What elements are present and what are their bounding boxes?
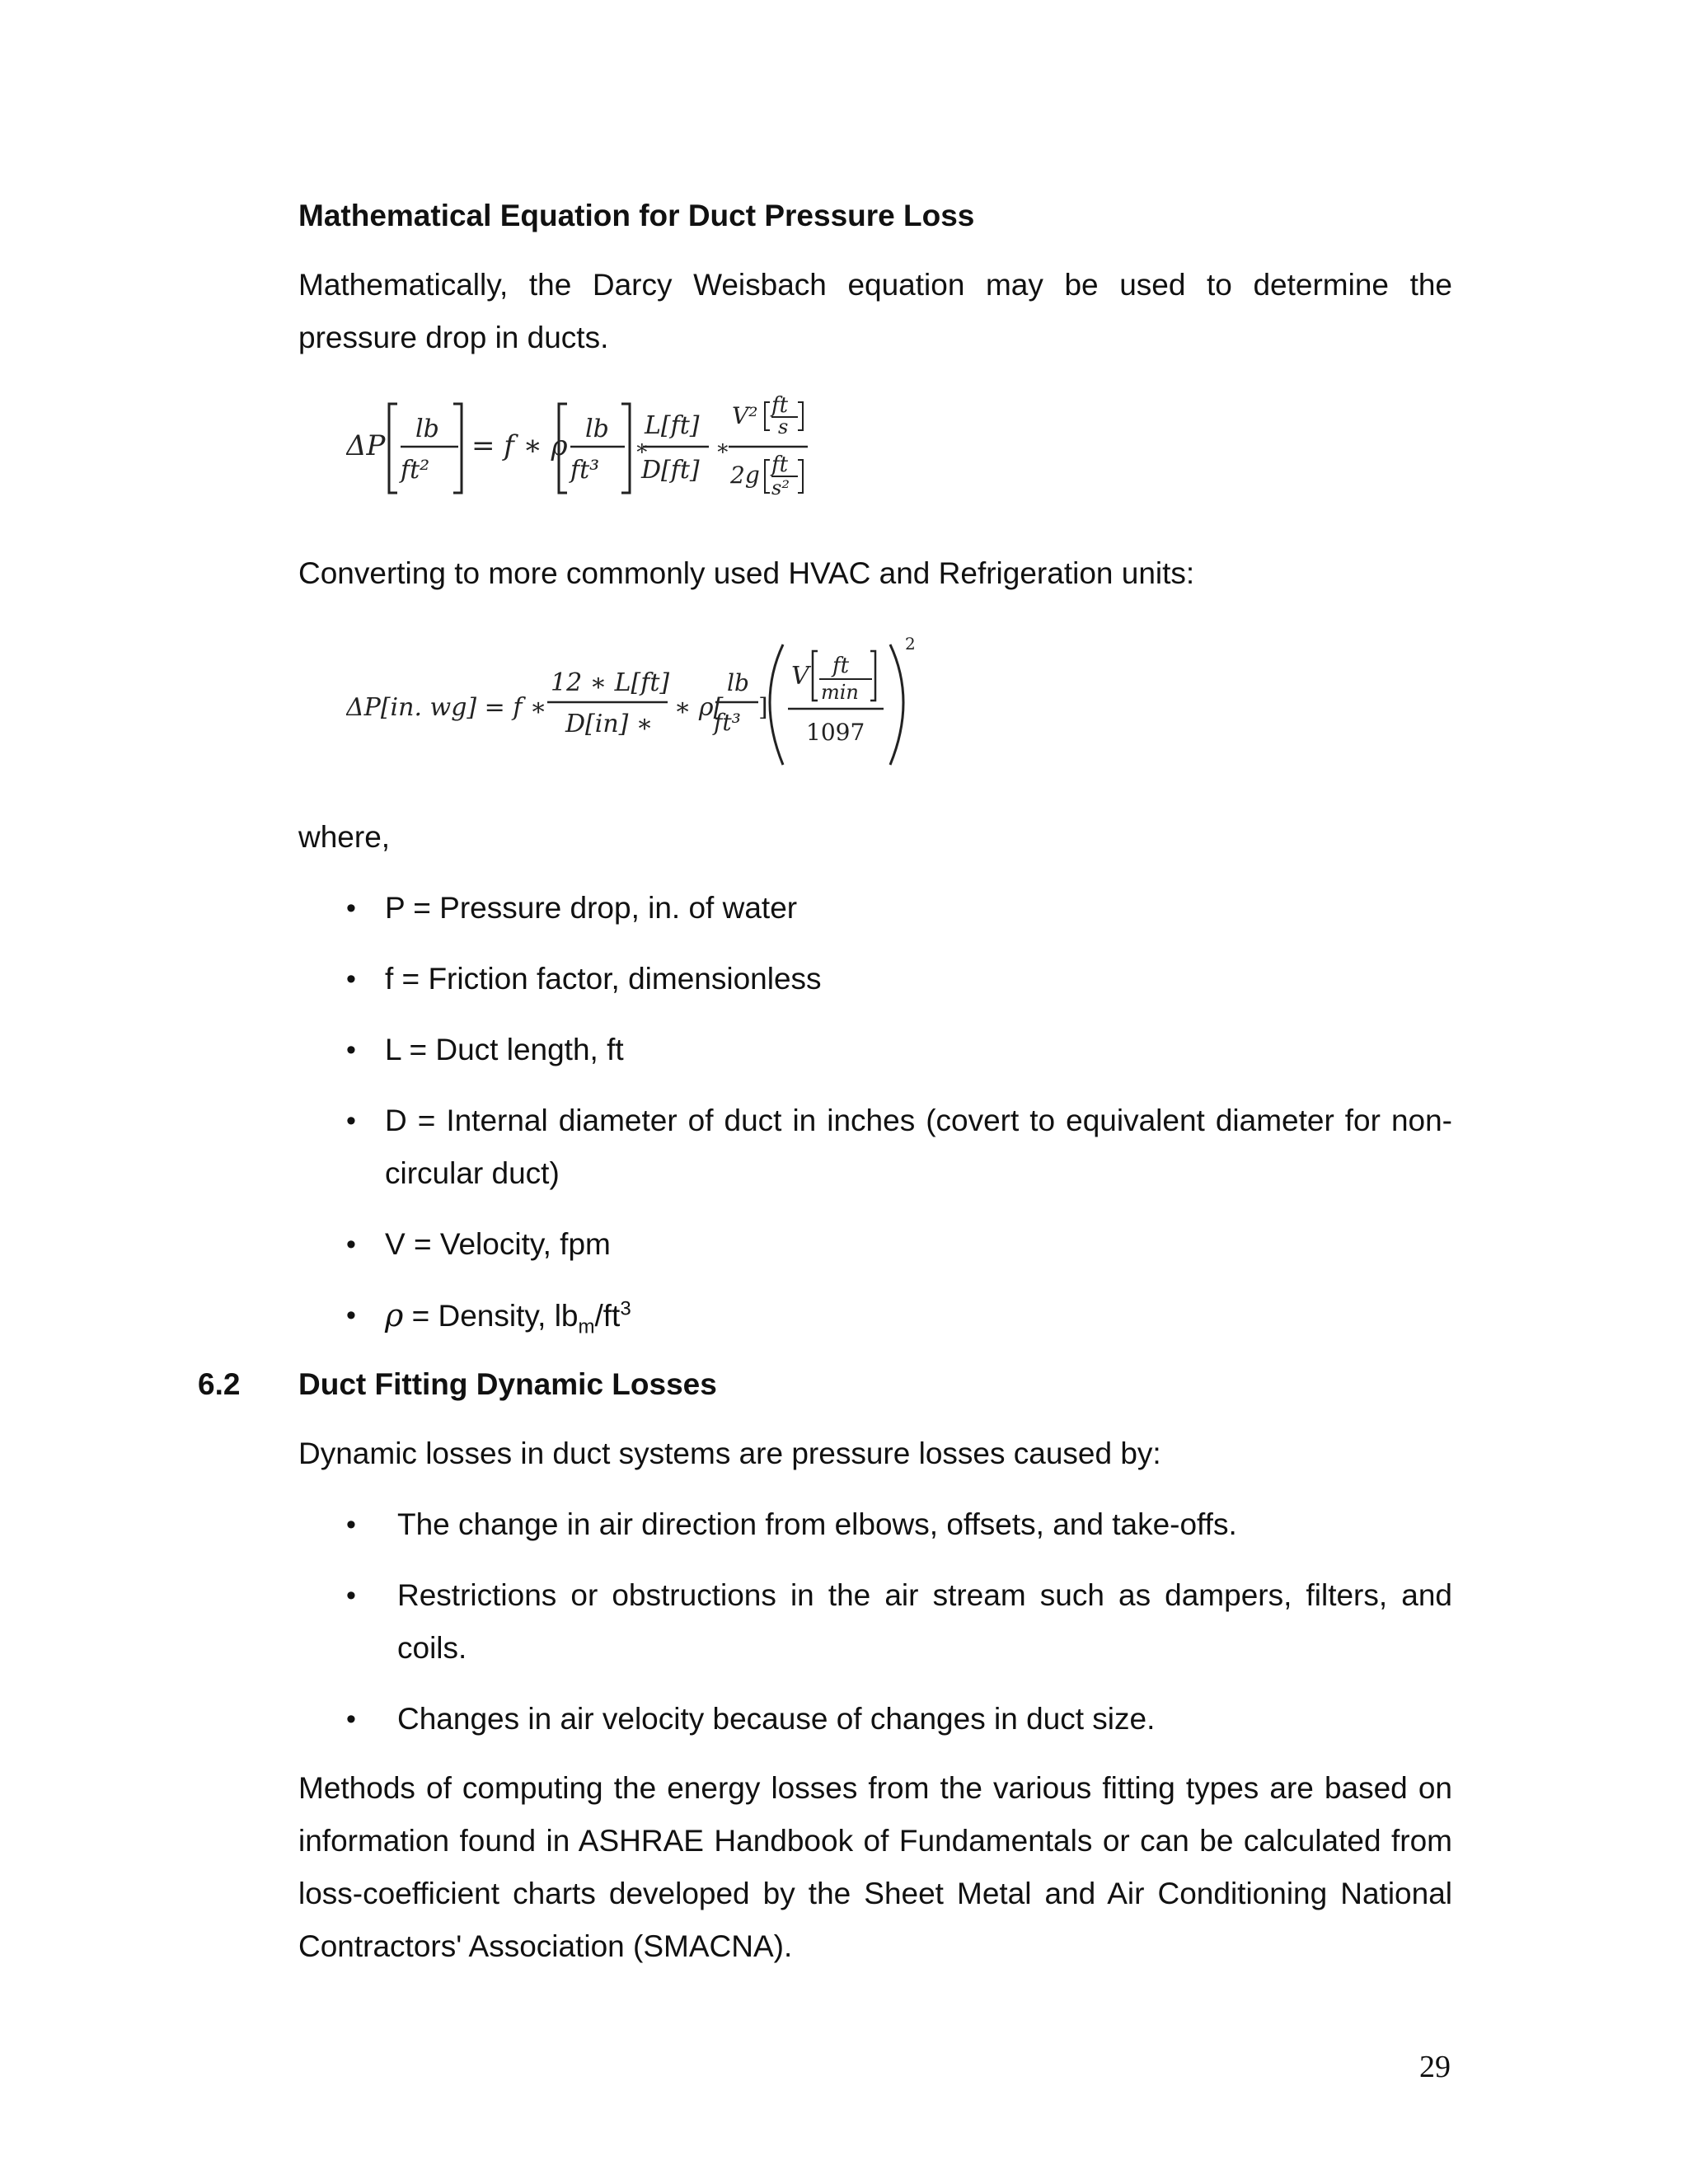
eq1-ft-num: ft [771, 393, 789, 418]
eq2-rho: ∗ ρ[ [674, 693, 724, 722]
bullet-icon: • [346, 893, 356, 924]
cause-item: The change in air direction from elbows, offsets, and take-offs. [397, 1507, 1237, 1541]
section-heading: Mathematical Equation for Duct Pressure Loss [298, 199, 975, 232]
definition-item: f = Friction factor, dimensionless [385, 962, 822, 996]
eq1-V2: V² [732, 402, 758, 429]
eq1-ft3: ft³ [570, 456, 600, 485]
definition-item: P = Pressure drop, in. of water [385, 891, 798, 925]
eq1-Lft: L[ft] [645, 411, 700, 440]
where-label: where, [298, 820, 391, 854]
methods-paragraph: Methods of computing the energy losses from the various fitting types are based on information found in ASHRAE Handbook of Fundamentals or can be calculated from loss-coefficient charts developed by the Sheet Metal and Air Conditioning National Contractors' Association (SMACNA). [298, 1771, 1452, 1963]
cause-item: Changes in air velocity because of changes in duct size. [397, 1702, 1156, 1736]
eq1-lb-num: lb [415, 415, 439, 443]
eq2-ft: ft [832, 654, 850, 678]
page-number: 29 [1419, 2050, 1451, 2084]
eq2-min: min [821, 681, 859, 704]
eq1-ft2: ft² [401, 456, 430, 485]
eq1-ft-den: ft [771, 452, 789, 477]
eq1-2g: 2g [730, 462, 760, 489]
eq1-f-rho: = f ∗ ρ [471, 429, 568, 462]
eq2-ft3: ft³ [714, 709, 741, 736]
definition-item: D = Internal diameter of duct in inches (covert to equivalent diameter for non-circular duct) [385, 1104, 1452, 1190]
bullet-icon: • [346, 1105, 356, 1137]
bullet-icon: • [346, 1580, 356, 1611]
eq1-delta-p: ΔP [346, 429, 386, 462]
eq2-1097: 1097 [806, 719, 865, 746]
intro-paragraph: Mathematically, the Darcy Weisbach equation may be used to determine the pressure drop in ducts. [298, 268, 1452, 354]
density-definition: ρ = Density, $lb_m/ft^3$ [385, 1297, 631, 1338]
eq2-num: 12 ∗ L[ft] [551, 668, 670, 697]
eq2-lhs: ΔP[in. wg] = f ∗ [346, 693, 547, 722]
eq2-V: V [791, 662, 809, 691]
eq2-exponent: 2 [905, 635, 916, 654]
eq2-den: D[in] ∗ [565, 710, 654, 738]
bullet-icon: • [346, 1509, 356, 1540]
eq1-times1: ∗ [635, 436, 649, 461]
eq1-s2: s² [771, 476, 790, 499]
definition-item: L = Duct length, ft [385, 1033, 624, 1066]
bullet-icon: • [346, 1300, 356, 1331]
bullet-icon: • [346, 1034, 356, 1066]
eq1-Dft: D[ft] [641, 456, 700, 485]
cause-item: Restrictions or obstructions in the air stream such as dampers, filters, and coils. [397, 1578, 1452, 1665]
bullet-icon: • [346, 1229, 356, 1260]
definition-item: V = Velocity, fpm [385, 1227, 611, 1261]
bullet-icon: • [346, 963, 356, 995]
eq1-s: s [778, 415, 789, 438]
dynamic-losses-paragraph: Dynamic losses in duct systems are pressure losses caused by: [298, 1436, 1161, 1470]
section-title: Duct Fitting Dynamic Losses [298, 1367, 717, 1401]
section-number: 6.2 [198, 1367, 241, 1401]
conversion-paragraph: Converting to more commonly used HVAC and Refrigeration units: [298, 556, 1195, 590]
hvac-units-equation [346, 635, 940, 775]
rho-symbol: ρ [385, 1297, 404, 1333]
eq2-lb: lb [727, 669, 749, 696]
darcy-weisbach-equation [346, 387, 841, 511]
eq2-close: ] [758, 693, 768, 722]
eq1-times2: ∗ [715, 436, 730, 461]
eq1-lb-num2: lb [585, 415, 609, 443]
bullet-icon: • [346, 1704, 356, 1735]
